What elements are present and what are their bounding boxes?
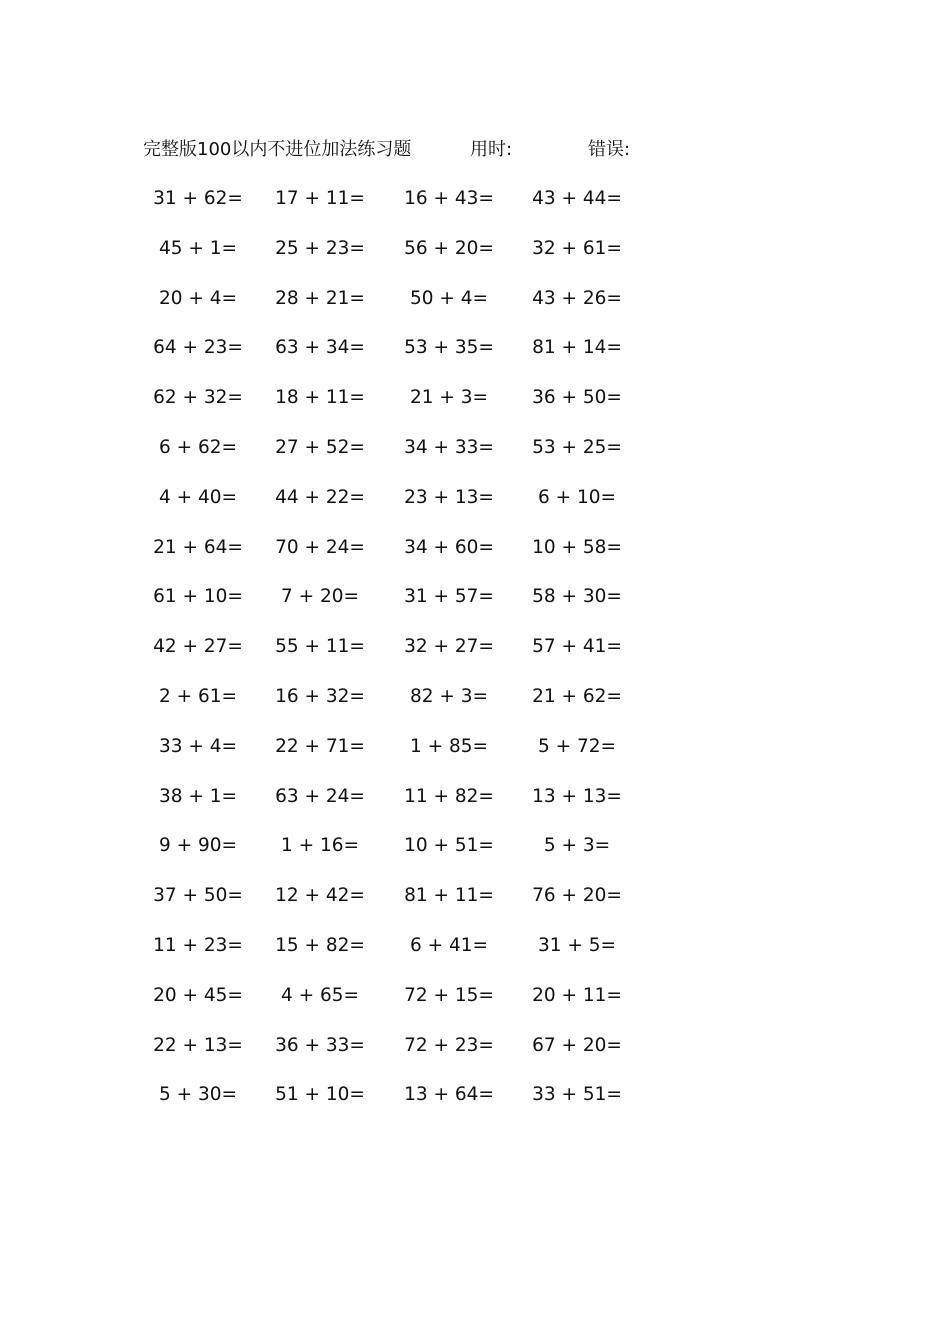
problem-item: 13 + 13= — [532, 785, 622, 807]
problem-item: 15 + 82= — [275, 934, 365, 956]
problem-item: 31 + 62= — [153, 188, 243, 209]
problem-row — [0, 484, 950, 534]
problem-item: 9 + 90= — [158, 835, 238, 857]
problem-item: 42 + 27= — [153, 636, 243, 658]
problem-item: 6 + 10= — [537, 486, 617, 508]
problem-item: 20 + 4= — [158, 287, 238, 309]
problem-item: 67 + 20= — [532, 1034, 622, 1056]
problem-grid — [0, 185, 950, 1131]
problem-item: 4 + 65= — [280, 984, 360, 1006]
problem-item: 10 + 58= — [532, 536, 622, 558]
problem-item: 16 + 43= — [404, 188, 494, 209]
problem-item: 21 + 3= — [409, 387, 489, 409]
problem-item: 28 + 21= — [275, 287, 365, 309]
problem-item: 18 + 11= — [275, 387, 365, 409]
problem-item: 34 + 60= — [404, 536, 494, 558]
problem-row — [0, 882, 950, 932]
problem-item: 10 + 51= — [404, 835, 494, 857]
problem-item: 43 + 44= — [532, 188, 622, 209]
problem-item: 76 + 20= — [532, 885, 622, 907]
problem-item: 16 + 32= — [275, 685, 365, 707]
problem-item: 56 + 20= — [404, 237, 494, 259]
time-label: 用时: — [470, 139, 513, 160]
problem-row — [0, 434, 950, 484]
problem-item: 55 + 11= — [275, 636, 365, 658]
problem-item: 31 + 57= — [404, 586, 494, 608]
problem-item: 81 + 14= — [532, 337, 622, 359]
problem-item: 7 + 20= — [280, 586, 360, 608]
problem-row — [0, 1081, 950, 1131]
problem-item: 34 + 33= — [404, 436, 494, 458]
problem-item: 51 + 10= — [275, 1084, 365, 1106]
problem-item: 6 + 62= — [158, 436, 238, 458]
problem-item: 17 + 11= — [275, 188, 365, 209]
problem-item: 58 + 30= — [532, 586, 622, 608]
problem-item: 31 + 5= — [537, 934, 617, 956]
problem-item: 57 + 41= — [532, 636, 622, 658]
problem-row — [0, 982, 950, 1032]
problem-item: 2 + 61= — [158, 685, 238, 707]
problem-item: 37 + 50= — [153, 885, 243, 907]
problem-row — [0, 534, 950, 584]
problem-item: 50 + 4= — [409, 287, 489, 309]
problem-item: 70 + 24= — [275, 536, 365, 558]
problem-item: 82 + 3= — [409, 685, 489, 707]
problem-row — [0, 235, 950, 285]
problem-row — [0, 633, 950, 683]
problem-row — [0, 683, 950, 733]
problem-item: 12 + 42= — [275, 885, 365, 907]
worksheet-header — [143, 137, 703, 163]
problem-item: 5 + 3= — [543, 835, 611, 857]
problem-item: 11 + 82= — [404, 785, 494, 807]
problem-row — [0, 832, 950, 882]
problem-item: 20 + 45= — [153, 984, 243, 1006]
problem-row — [0, 1032, 950, 1082]
problem-item: 43 + 26= — [532, 287, 622, 309]
problem-item: 72 + 15= — [404, 984, 494, 1006]
problem-item: 1 + 85= — [409, 735, 489, 757]
problem-item: 25 + 23= — [275, 237, 365, 259]
problem-item: 21 + 62= — [532, 685, 622, 707]
problem-item: 61 + 10= — [153, 586, 243, 608]
problem-item: 44 + 22= — [275, 486, 365, 508]
problem-item: 33 + 51= — [532, 1084, 622, 1106]
problem-item: 64 + 23= — [153, 337, 243, 359]
problem-item: 22 + 71= — [275, 735, 365, 757]
problem-item: 32 + 27= — [404, 636, 494, 658]
problem-row — [0, 185, 950, 235]
problem-item: 13 + 64= — [404, 1084, 494, 1106]
problem-row — [0, 334, 950, 384]
error-label: 错误: — [588, 139, 631, 160]
problem-item: 5 + 30= — [158, 1084, 238, 1106]
problem-item: 11 + 23= — [153, 934, 243, 956]
problem-item: 36 + 50= — [532, 387, 622, 409]
problem-item: 62 + 32= — [153, 387, 243, 409]
problem-item: 20 + 11= — [532, 984, 622, 1006]
problem-item: 72 + 23= — [404, 1034, 494, 1056]
problem-row — [0, 583, 950, 633]
problem-item: 33 + 4= — [158, 735, 238, 757]
problem-item: 6 + 41= — [409, 934, 489, 956]
problem-item: 81 + 11= — [404, 885, 494, 907]
problem-item: 53 + 25= — [532, 436, 622, 458]
problem-row — [0, 783, 950, 833]
problem-item: 4 + 40= — [158, 486, 238, 508]
problem-item: 63 + 24= — [275, 785, 365, 807]
problem-item: 45 + 1= — [158, 237, 238, 259]
problem-item: 27 + 52= — [275, 436, 365, 458]
problem-row — [0, 932, 950, 982]
problem-item: 22 + 13= — [153, 1034, 243, 1056]
problem-row — [0, 733, 950, 783]
problem-item: 23 + 13= — [404, 486, 494, 508]
problem-item: 1 + 16= — [280, 835, 360, 857]
problem-item: 38 + 1= — [158, 785, 238, 807]
problem-row — [0, 285, 950, 335]
problem-item: 36 + 33= — [275, 1034, 365, 1056]
problem-item: 53 + 35= — [404, 337, 494, 359]
problem-item: 63 + 34= — [275, 337, 365, 359]
problem-item: 5 + 72= — [537, 735, 617, 757]
problem-item: 32 + 61= — [532, 237, 622, 259]
problem-row — [0, 384, 950, 434]
worksheet-title: 完整版100以内不进位加法练习题 — [143, 139, 412, 160]
problem-item: 21 + 64= — [153, 536, 243, 558]
